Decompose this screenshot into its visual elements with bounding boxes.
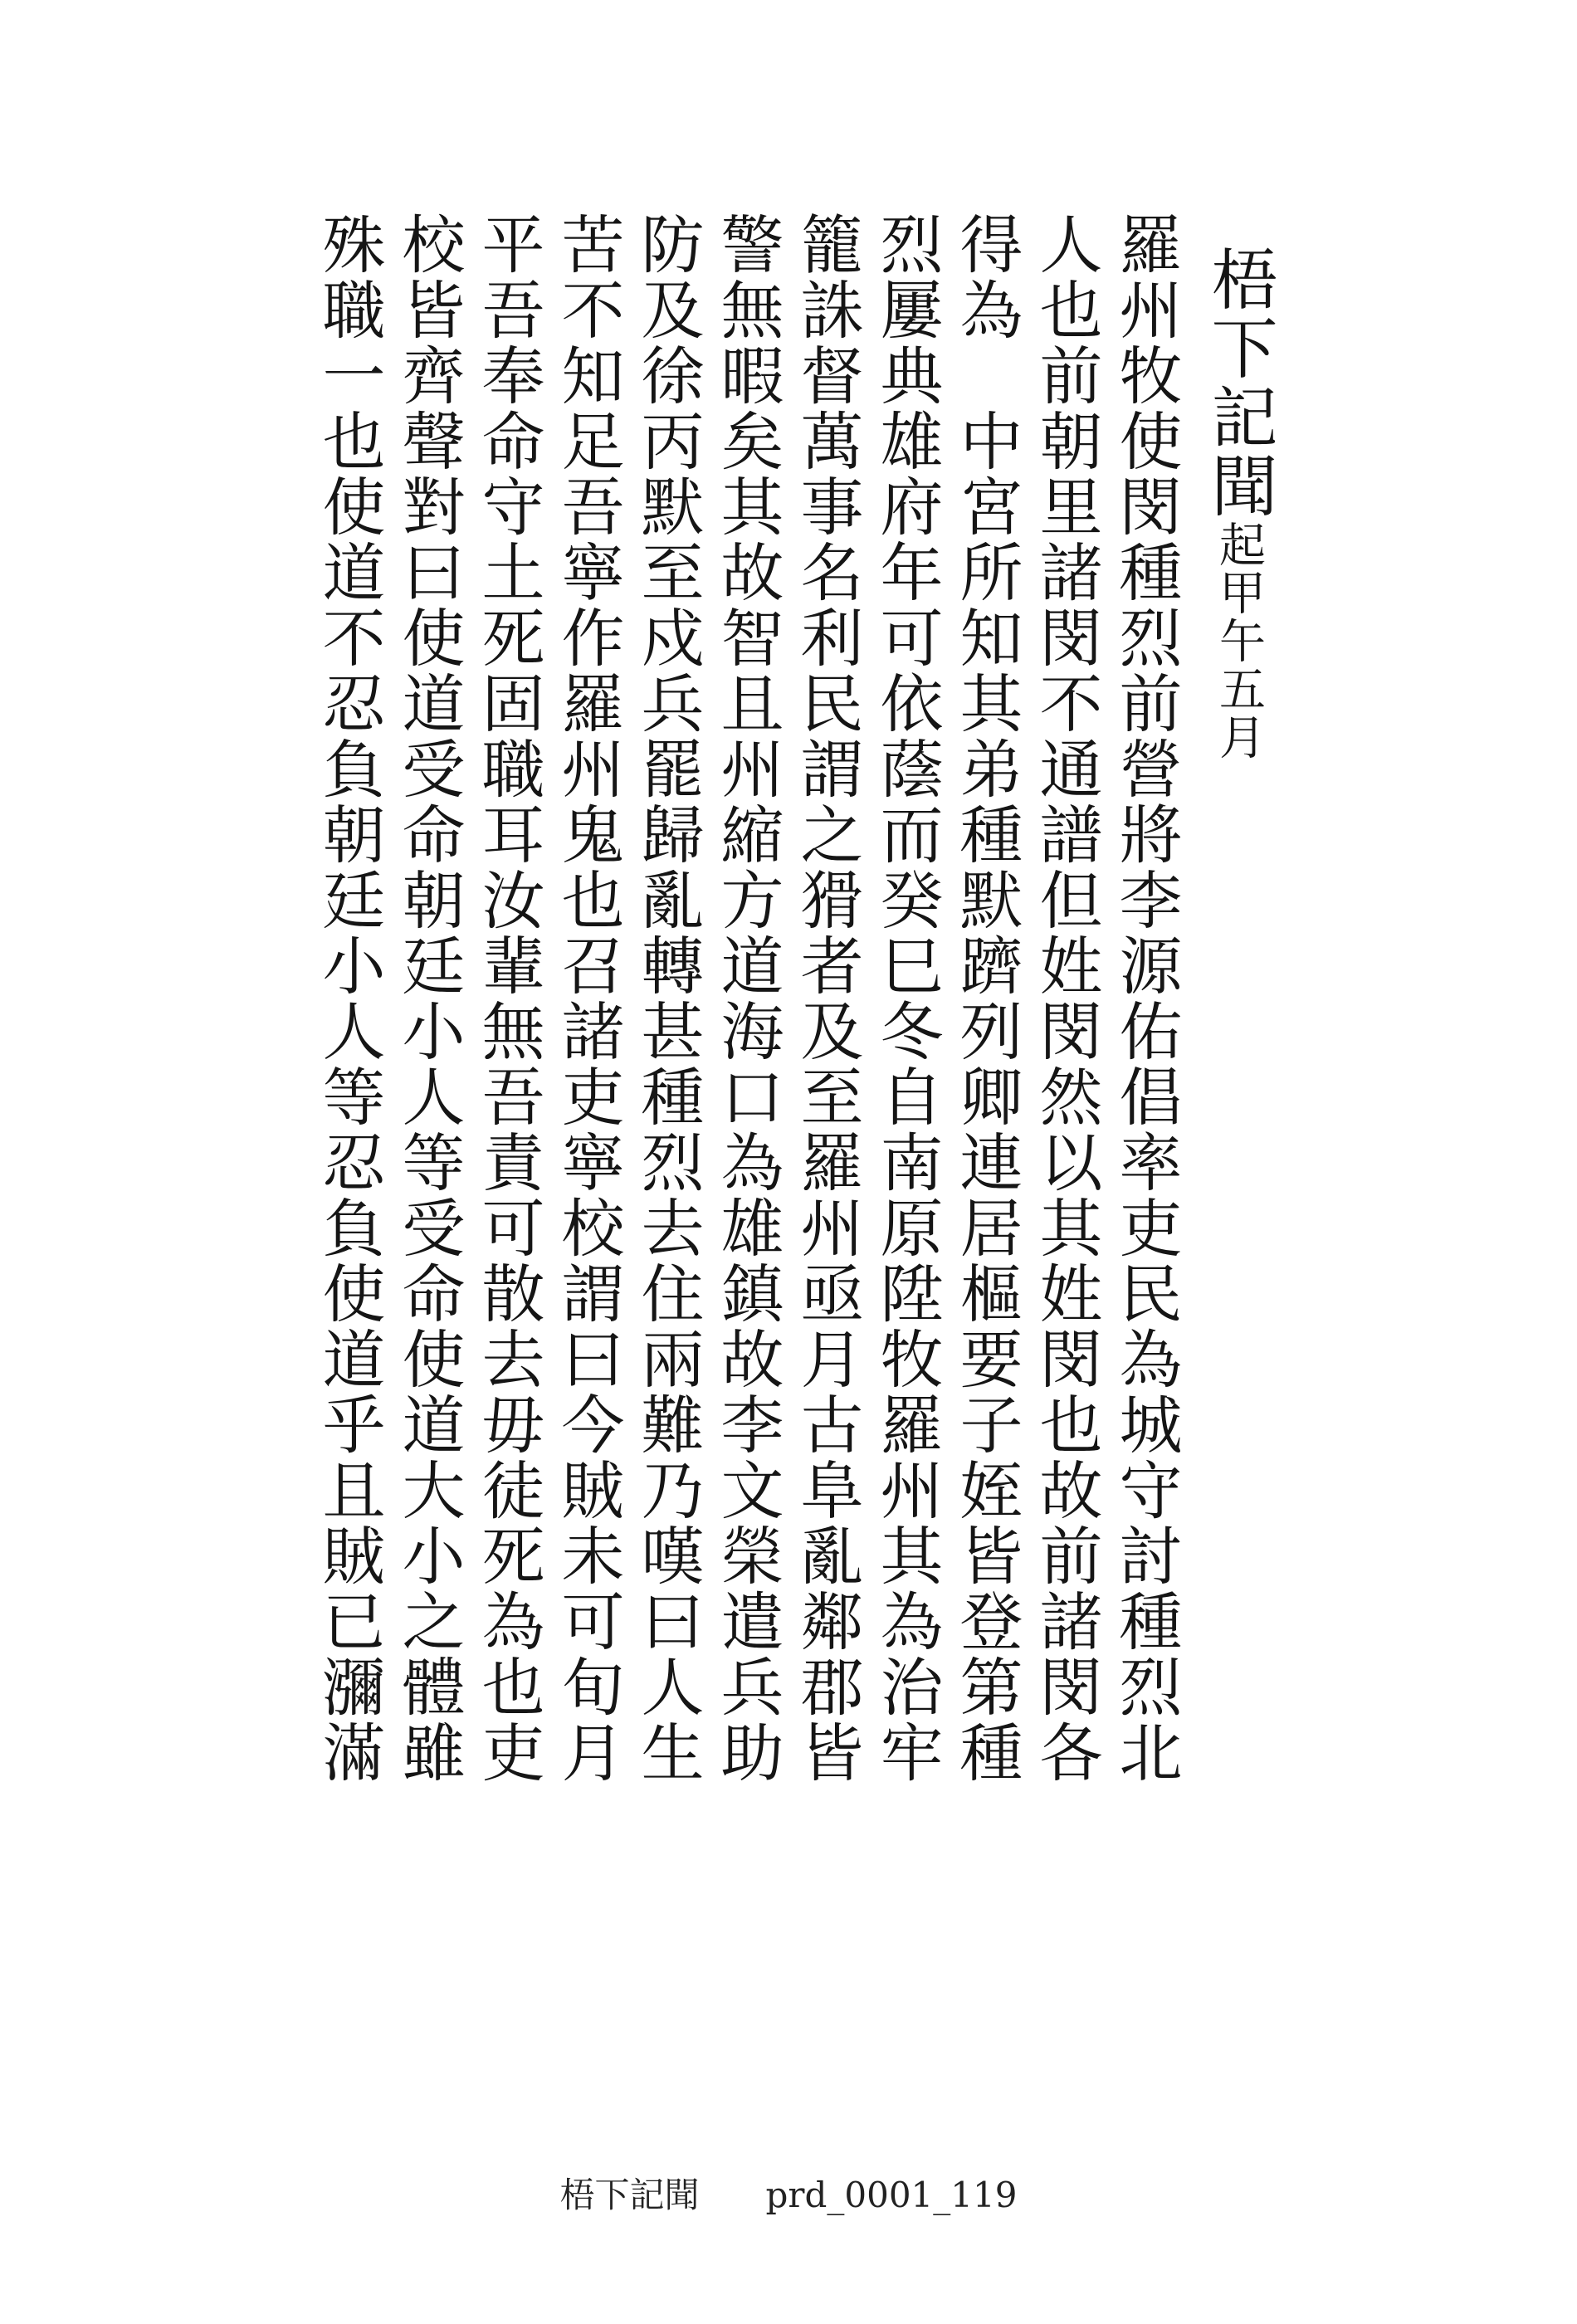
text-column-3: 得為 中宮所知其弟種默躋列卿連居樞要子姪皆登第種 [950,212,1023,1785]
text-column-1: 羅州牧使閔種烈前營將李源佑倡率吏民為城守討種烈北 [1109,212,1183,1785]
text-column-9: 平吾奉命守土死固職耳汝輩無吾責可散去毋徒死為也吏 [471,212,545,1785]
text-column-8: 苦不知足吾寧作羅州鬼也召諸吏寧校謂曰今賊未可旬月 [551,212,625,1785]
title-note: 起甲午五月 [1212,520,1266,761]
text-column-6: 警無暇矣其故智且州縮方道海口為雄鎮故李文榮遣兵助 [710,212,784,1785]
text-column-10: 校皆齊聲對曰使道受命朝廷小人等受命使道大小之體雖 [392,212,466,1785]
title-column [1199,212,1278,761]
document-title: 梧下記聞 [1200,245,1277,520]
vertical-text-block [309,212,1278,1805]
text-column-5: 籠誅督萬事名利民謂之猾者及至羅州亟月古阜亂鄰郡皆 [790,212,864,1785]
footer-page-id: prd_0001_119 [765,2175,1018,2215]
text-column-4: 烈屢典雄府年可依蔭而癸巳冬自南原陞牧羅州其為治牢 [870,212,944,1785]
text-column-2: 人也前朝里諸閔不通譜但姓閔然以其姓閔也故前諸閔各 [1029,212,1103,1785]
text-column-7: 防及徐丙默至戍兵罷歸亂轉甚種烈去住兩難乃嘆曰人生 [631,212,705,1785]
footer-book-title: 梧下記聞 [559,2175,700,2215]
text-column-11: 殊職一也使道不忍負朝廷小人等忍負使道乎且賊已瀰滿 [312,212,386,1785]
page-footer [0,2168,1577,2218]
